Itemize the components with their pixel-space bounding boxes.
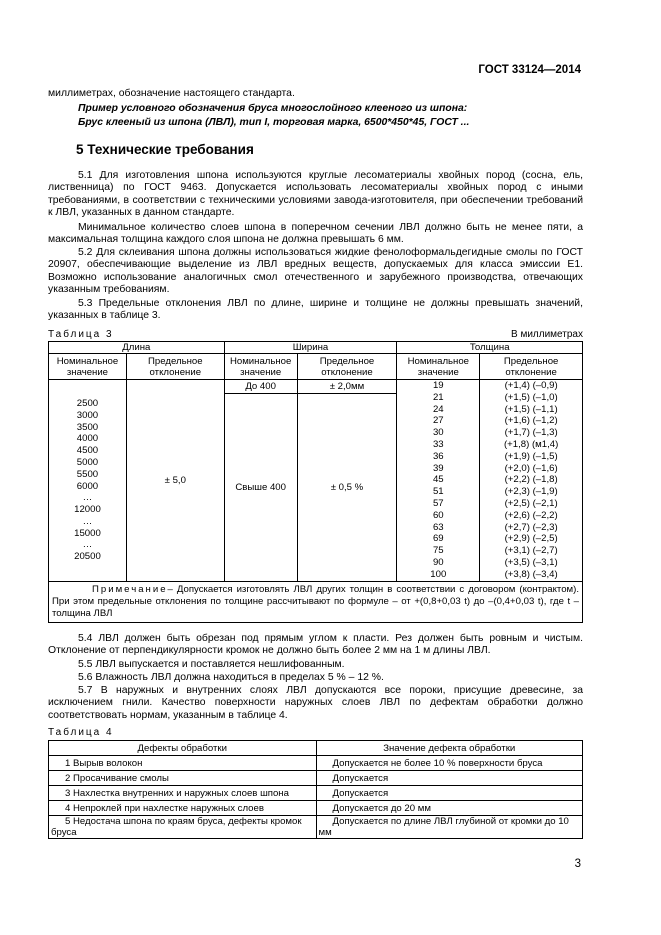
table3-width-upto: До 400 (224, 380, 297, 394)
table4-header: Значение дефекта обработки (316, 741, 583, 756)
table4-defect: 1 Вырыв волокон (49, 756, 317, 771)
table4-defect: 5 Недостача шпона по краям бруса, дефекты кромок бруса (49, 816, 317, 839)
length-value: 6000 (76, 480, 99, 492)
paragraph-5-7: 5.7 В наружных и внутренних слоях ЛВЛ допускаются все пороки, присущие древесине, за исключением гнили. Качество поверхности наружных слоев ЛВЛ по дефектам обработки должно соответствовать нормам, указанным в таблице 4. (48, 685, 583, 721)
thickness-value: 27 (432, 415, 444, 427)
table-4 (48, 740, 583, 839)
paragraph-5-2: 5.2 Для склеивания шпона должны использоваться жидкие фенолоформальдегидные смолы по ГОСТ 20907, обеспечивающие выделение из ЛВЛ вредных веществ, допускаемых для класса эмиссии Е1. Возможно использование аналогичных смол отечественного и зарубежного производства, отвечающих указанным требованиям. (48, 247, 583, 296)
thickness-value: 90 (432, 556, 444, 568)
length-value: 12000 (74, 504, 101, 516)
table3-note-label: Примечание (92, 584, 168, 595)
thickness-tol: (+1,4) (–0,9) (504, 380, 558, 391)
thickness-tol: (+2,3) (–1,9) (504, 486, 558, 498)
thickness-tol: (+2,7) (–2,3) (504, 521, 558, 533)
thickness-value: 30 (432, 427, 444, 439)
table3-caption: Таблица 3 (48, 329, 114, 340)
paragraph-min-layers: Минимальное количество слоев шпона в поперечном сечении ЛВЛ должно быть не менее пяти, а максимальная толщина каждого слоя шпона не должна превышать 6 мм. (48, 222, 583, 246)
table3-subhead: Предельное отклонение (297, 354, 397, 380)
table3-width-over: Свыше 400 (224, 394, 297, 582)
thickness-tol: (+1,7) (–1,3) (504, 427, 558, 439)
table3-width-over-tol: ± 0,5 % (297, 394, 397, 582)
table3-unit: В миллиметрах (511, 329, 583, 340)
table3-length-values (49, 380, 127, 582)
table3-subhead: Номинальное значение (397, 354, 480, 380)
table4-defect: 2 Просачивание смолы (49, 771, 317, 786)
thickness-value: 19 (432, 380, 444, 391)
section-title: 5 Технические требования (76, 142, 254, 157)
thickness-value: 100 (430, 568, 447, 580)
page-number: 3 (574, 858, 581, 870)
table4-caption: Таблица 4 (48, 727, 114, 738)
table3-subhead: Номинальное значение (224, 354, 297, 380)
thickness-tol: (+2,6) (–2,2) (504, 509, 558, 521)
table3-group-width: Ширина (224, 342, 397, 354)
thickness-tol: (+3,1) (–2,7) (504, 545, 558, 557)
length-value: 5000 (76, 456, 99, 468)
thickness-value: 60 (432, 509, 444, 521)
length-value: 4000 (76, 433, 99, 445)
table3-subhead: Предельное отклонение (480, 354, 583, 380)
length-value: 3000 (76, 409, 99, 421)
length-value: 3500 (76, 421, 99, 433)
paragraph-5-5: 5.5 ЛВЛ выпускается и поставляется нешлифованным. (78, 659, 345, 670)
thickness-value: 33 (432, 438, 444, 450)
table3-subhead: Предельное отклонение (126, 354, 224, 380)
table4-value: Допускается по длине ЛВЛ глубиной от кромки до 10 мм (316, 816, 583, 839)
length-value: 2500 (76, 397, 99, 409)
paragraph-5-4: 5.4 ЛВЛ должен быть обрезан под прямым углом к пласти. Рез должен быть ровным и чистым. Отклонение от перпендикулярности кромок не должно быть более 2 мм на 1 м длины ЛВЛ. (48, 633, 583, 657)
thickness-value: 39 (432, 462, 444, 474)
table4-value: Допускается не более 10 % поверхности бруса (316, 756, 583, 771)
table4-header: Дефекты обработки (49, 741, 317, 756)
thickness-tol: (+1,5) (–1,0) (504, 391, 558, 403)
thickness-value: 24 (432, 403, 444, 415)
thickness-value: 57 (432, 497, 444, 509)
document-header: ГОСТ 33124—2014 (478, 64, 581, 76)
paragraph-5-6: 5.6 Влажность ЛВЛ должна находиться в пределах 5 % – 12 %. (78, 672, 384, 683)
thickness-value: 75 (432, 545, 444, 557)
table3-note-text: – Допускается изготовлять ЛВЛ других толщин в соответствии с договором (контрактом). При этом предельные отклонения по толщине рассчитывают по формуле – от +(0,8+0,03 t) до –(0,4+0,03 t), где t – толщина ЛВЛ (52, 584, 579, 619)
paragraph-5-3: 5.3 Предельные отклонения ЛВЛ по длине, ширине и толщине не должны превышать значений, указанных в таблице 3. (48, 298, 583, 322)
thickness-tol: (+2,5) (–2,1) (504, 497, 558, 509)
table3-group-length: Длина (49, 342, 225, 354)
table4-value: Допускается (316, 786, 583, 801)
table3-thickness-tolerances (480, 380, 583, 582)
thickness-value: 45 (432, 474, 444, 486)
length-value: 20500 (74, 551, 101, 563)
thickness-value: 36 (432, 450, 444, 462)
thickness-value: 69 (432, 533, 444, 545)
example-line-2: Брус клееный из шпона (ЛВЛ), тип I, торговая марка, 6500*450*45, ГОСТ ... (78, 117, 470, 128)
thickness-tol: (+3,8) (–3,4) (504, 568, 558, 580)
example-line-1: Пример условного обозначения бруса многослойного клееного из шпона: (78, 103, 468, 114)
length-value: … (82, 515, 93, 527)
length-value: 5500 (76, 468, 99, 480)
thickness-tol: (+1,6) (–1,2) (504, 415, 558, 427)
thickness-value: 21 (432, 391, 444, 403)
length-value: 4500 (76, 445, 99, 457)
length-value: 15000 (74, 527, 101, 539)
length-value: … (82, 539, 93, 551)
table4-value: Допускается до 20 мм (316, 801, 583, 816)
table3-thickness-values (397, 380, 480, 582)
thickness-tol: (+2,0) (–1,6) (504, 462, 558, 474)
table3-width-upto-tol: ± 2,0мм (297, 380, 397, 394)
thickness-value: 63 (432, 521, 444, 533)
table3-length-tolerance: ± 5,0 (126, 380, 224, 582)
paragraph-5-1: 5.1 Для изготовления шпона используются круглые лесоматериалы хвойных пород (сосна, ель, лиственница) по ГОСТ 9463. Допускается использовать лесоматериалы хвойных пород с иными требованиями, в соответствии с техническими условиями завода-изготовителя, при обеспечении требований к ЛВЛ, указанных в данном стандарте. (48, 170, 583, 219)
table4-defect: 4 Непроклей при нахлестке наружных слоев (49, 801, 317, 816)
intro-line: миллиметрах, обозначение настоящего стандарта. (48, 88, 295, 99)
thickness-tol: (+1,8) (м1,4) (503, 438, 559, 450)
table3-note (49, 582, 583, 623)
length-value: … (82, 492, 93, 504)
table3-subhead: Номинальное значение (49, 354, 127, 380)
thickness-tol: (+1,9) (–1,5) (504, 450, 558, 462)
table4-defect: 3 Нахлестка внутренних и наружных слоев шпона (49, 786, 317, 801)
thickness-tol: (+2,9) (–2,5) (504, 533, 558, 545)
table3-group-thickness: Толщина (397, 342, 583, 354)
thickness-tol: (+2,2) (–1,8) (504, 474, 558, 486)
table-3 (48, 341, 583, 623)
table4-value: Допускается (316, 771, 583, 786)
thickness-tol: (+3,5) (–3,1) (504, 556, 558, 568)
thickness-value: 51 (432, 486, 444, 498)
thickness-tol: (+1,5) (–1,1) (504, 403, 558, 415)
